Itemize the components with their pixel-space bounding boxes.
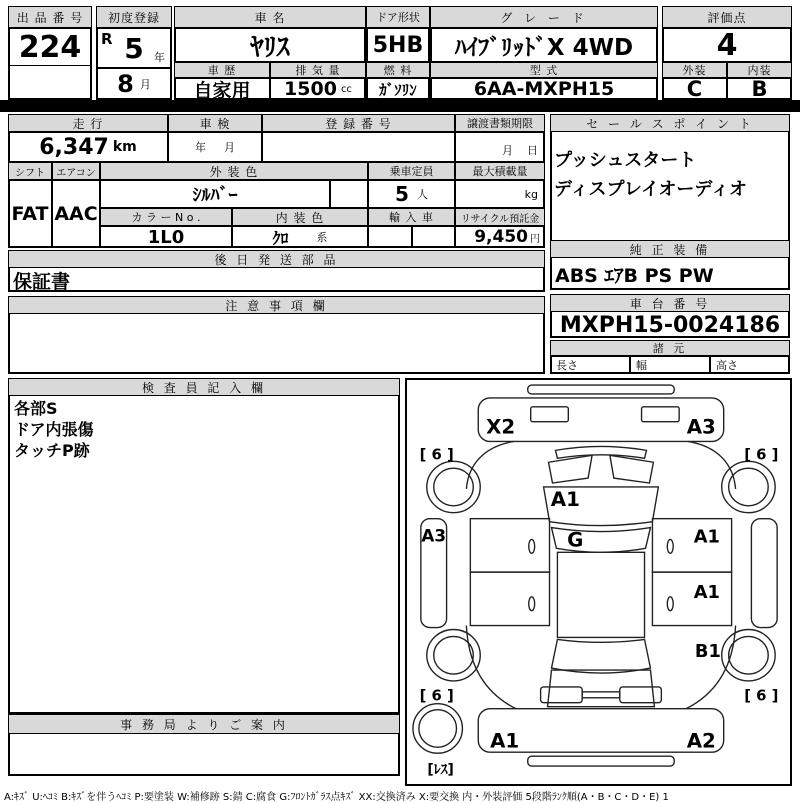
year-unit: 年 (154, 51, 165, 64)
transfer-month-unit: 月 (502, 144, 513, 157)
door-front-left (470, 519, 549, 572)
grille-right (642, 407, 680, 422)
caution-label: 注 意 事 項 欄 (8, 296, 545, 314)
ac-value: AAC (52, 180, 100, 248)
recycle-deposit-value: 9,450 (474, 227, 528, 247)
transfer-deadline-label: 譲渡書類期限 (455, 114, 545, 132)
rear-plate-strip (528, 756, 674, 766)
wheel-grade-front-left: [ 6 ] (419, 446, 454, 464)
spec-length-label: 長さ (550, 356, 630, 374)
sales-point-line: ディスプレイオーディオ (554, 179, 747, 200)
car-top-view (407, 380, 790, 784)
interior-color-value: ｸﾛ (272, 228, 289, 248)
mileage-value-cell (8, 132, 168, 162)
damage-label-rear-bumper-right: A2 (686, 729, 716, 753)
light-strip (555, 446, 646, 458)
inspector-notes-content (14, 398, 394, 708)
shaken-month-unit: 月 (224, 141, 235, 154)
score-value: 4 (662, 28, 792, 62)
damage-label-right-rear-door: A1 (693, 581, 720, 603)
damage-label-hood: A1 (550, 487, 580, 511)
wheel-grade-front-right: [ 6 ] (744, 446, 779, 464)
transfer-deadline-cell (455, 132, 545, 162)
sales-point-line: プッシュスタート (554, 150, 697, 171)
wheel-front-left (427, 461, 480, 512)
door-shape-label: ドア形状 (366, 6, 430, 28)
door-rear-left (470, 572, 549, 625)
fuel-label: 燃 料 (366, 62, 430, 78)
history-value: 自家用 (174, 78, 270, 100)
taillight-right (620, 687, 662, 703)
inspector-note-line: ドア内張傷 (14, 420, 94, 439)
recycle-deposit-label: リサイクル預託金 (455, 208, 545, 226)
interior-grade-value: B (727, 78, 792, 100)
front-plate-strip (528, 385, 674, 394)
registration-number-label: 登 録 番 号 (262, 114, 455, 132)
mileage-unit: km (112, 139, 137, 155)
wheel-grade-rear-left: [ 6 ] (419, 687, 454, 705)
wheel-front-right (722, 461, 775, 512)
taillight-bar (582, 692, 620, 698)
inspector-notes-label: 検 査 員 記 入 欄 (8, 378, 400, 396)
handle-front-left (529, 539, 535, 553)
shaken-value-cell (168, 132, 262, 162)
hatch (548, 670, 655, 707)
sales-points-label: セ ー ル ス ポ イ ン ト (550, 114, 790, 132)
damage-label-front-bumper-left: X2 (486, 415, 516, 439)
displacement-value-cell (270, 78, 366, 100)
first-registration-label: 初度登録 (96, 6, 172, 28)
handle-rear-left (529, 597, 535, 611)
lot-number: 224 (8, 28, 92, 66)
handle-front-right (667, 539, 673, 553)
headlight-left (549, 455, 593, 483)
damage-label-right-quarter: B1 (694, 641, 721, 663)
caution-content (8, 314, 545, 374)
reg-month: 8 (117, 70, 134, 98)
oem-equipment-label: 純 正 装 備 (550, 240, 790, 258)
separator-band (0, 100, 800, 112)
headlight-right (610, 455, 654, 483)
legend: A:ｷｽﾞ U:ﾍｺﾐ B:ｷｽﾞを伴うﾍｺﾐ P:要塗装 W:補修跡 S:錆 C:腐食 G:ﾌﾛﾝﾄｶﾞﾗｽ点ｷｽﾞ XX:交換済み X:要交換 内・外装評価 5段階ﾗﾝｸ順(A・B・C・D・E) 1 (4, 792, 669, 803)
color-number-value: 1L0 (100, 226, 232, 248)
reg-year: 5 (124, 31, 144, 65)
shift-label: シフト (8, 162, 52, 180)
car-damage-diagram (405, 378, 792, 786)
interior-color-label: 内 装 色 (232, 208, 368, 226)
interior-color-cell (232, 226, 368, 248)
ac-label: エアコン (52, 162, 100, 180)
wheel-rear-right (722, 630, 775, 681)
wheel-grade-rear-right: [ 6 ] (744, 687, 779, 705)
taillight-left (541, 687, 583, 703)
damage-label-front-bumper-right: A3 (686, 415, 716, 439)
fuel-value: ｶﾞｿﾘﾝ (366, 78, 430, 100)
inspector-note-line: タッチP跡 (14, 441, 90, 460)
displacement-label: 排 気 量 (270, 62, 366, 78)
capacity-unit: 人 (416, 188, 428, 201)
history-label: 車 歴 (174, 62, 270, 78)
exterior-color-label: 外 装 色 (100, 162, 368, 180)
handle-rear-right (667, 597, 673, 611)
payload-label: 最大積載量 (455, 162, 545, 180)
rocker-right (751, 519, 777, 628)
import-subcell-1 (368, 226, 412, 248)
import-label: 輸 入 車 (368, 208, 455, 226)
roof (557, 552, 644, 637)
office-notice-label: 事 務 局 よ り ご 案 内 (8, 714, 400, 734)
spec-height-label: 高さ (710, 356, 790, 374)
damage-label-left-side: A3 (421, 525, 447, 546)
shaken-label: 車 検 (168, 114, 262, 132)
month-unit: 月 (139, 78, 151, 91)
payload-unit: kg (524, 187, 538, 201)
fender-front-right (688, 441, 736, 489)
capacity-value: 5 (395, 182, 409, 206)
later-shipped-parts-label: 後 日 発 送 部 品 (8, 250, 545, 268)
first-registration-year-cell (96, 28, 172, 68)
mileage-value: 6,347 (39, 134, 109, 160)
sales-points-content (554, 146, 786, 244)
spec-label: 諸 元 (550, 340, 790, 356)
inspector-note-line: 各部S (14, 399, 58, 418)
recycle-deposit-unit: 円 (530, 233, 540, 245)
displacement-value: 1500 (284, 78, 337, 100)
capacity-value-cell (368, 180, 455, 208)
fender-front-left (466, 441, 514, 489)
import-subcell-2 (412, 226, 455, 248)
first-registration-month-cell (96, 68, 172, 100)
mileage-label: 走 行 (8, 114, 168, 132)
spare-tire (413, 704, 462, 753)
damage-label-right-front-door: A1 (693, 526, 720, 548)
transfer-day-unit: 日 (527, 144, 538, 157)
shift-value: FAT (8, 180, 52, 248)
vin-label: 車 台 番 号 (550, 294, 790, 312)
damage-label-windshield: G (567, 528, 584, 552)
capacity-label: 乗車定員 (368, 162, 455, 180)
recycle-deposit-cell (455, 226, 545, 248)
car-name-value: ﾔﾘｽ (174, 28, 366, 62)
payload-value-cell (455, 180, 545, 208)
registration-number-value (262, 132, 455, 162)
rear-window (551, 639, 650, 673)
shaken-year-unit: 年 (195, 141, 206, 154)
exterior-color-value: ｼﾙﾊﾞｰ (100, 180, 330, 208)
grade-label: グ レ ー ド (430, 6, 658, 28)
car-name-label: 車 名 (174, 6, 366, 28)
era-code: R (101, 30, 113, 48)
exterior-grade-value: C (662, 78, 727, 100)
color-number-label: カ ラ ー N o . (100, 208, 232, 226)
spec-width-label: 幅 (630, 356, 710, 374)
later-shipped-parts-value: 保証書 (13, 270, 71, 292)
oem-equipment-value: ABS ｴｱB PS PW (555, 264, 714, 287)
grille-left (531, 407, 569, 422)
exterior-color-subcell (330, 180, 368, 208)
model-code-label: 型 式 (430, 62, 658, 78)
interior-color-suffix: 系 (316, 231, 328, 244)
interior-grade-label: 内装 (727, 62, 792, 78)
grade-value: ﾊｲﾌﾞﾘｯﾄﾞX 4WD (430, 28, 658, 62)
model-code-value: 6AA-MXPH15 (430, 78, 658, 100)
vin-value: MXPH15-0024186 (559, 312, 781, 338)
wheel-rear-left (427, 630, 480, 681)
exterior-grade-label: 外装 (662, 62, 727, 78)
damage-label-rear-bumper-left: A1 (490, 729, 520, 753)
score-label: 評価点 (662, 6, 792, 28)
door-shape-value: 5HB (366, 28, 430, 62)
lot-label: 出 品 番 号 (8, 6, 92, 28)
displacement-unit: cc (340, 83, 352, 95)
spare-tire-label: [ﾚｽ] (427, 761, 454, 778)
